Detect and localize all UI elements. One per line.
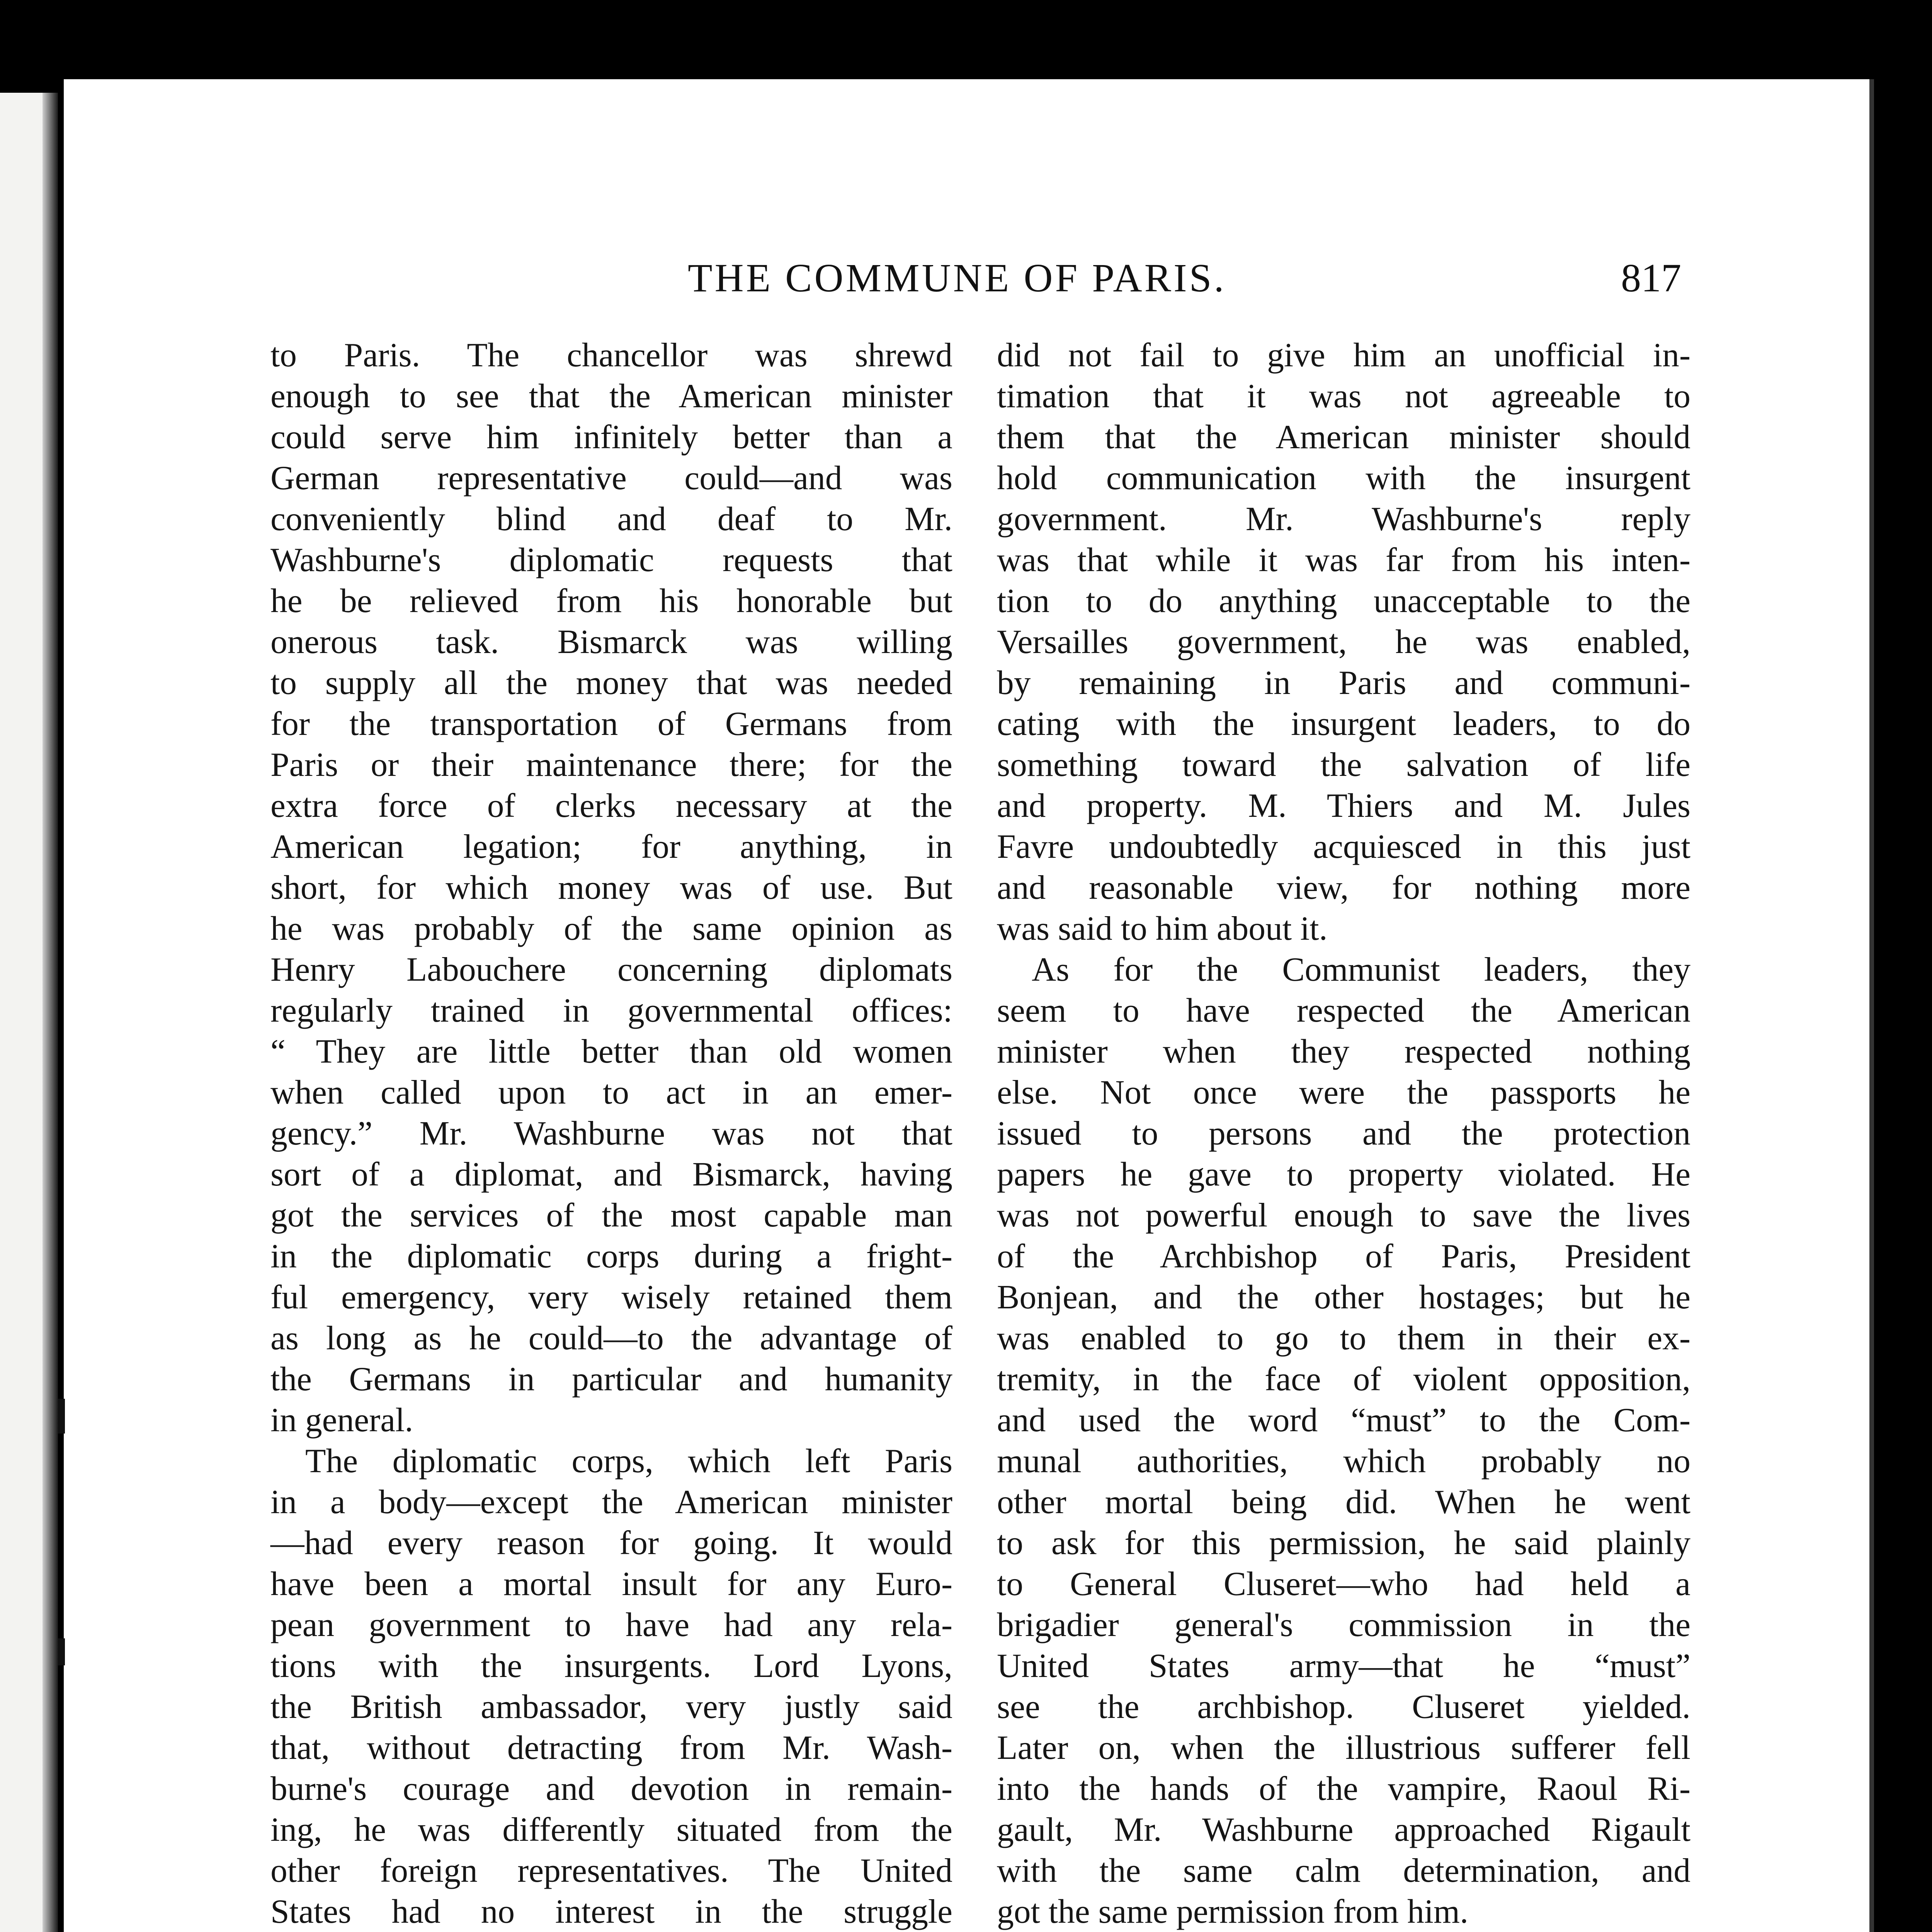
- text-line: gault, Mr. Washburne approached Rigault: [997, 1811, 1690, 1848]
- text-line: did not fail to give him an unofficial in-: [997, 336, 1690, 374]
- text-line: conveniently blind and deaf to Mr.: [270, 500, 952, 537]
- text-line: in general.: [270, 1401, 413, 1439]
- text-line: issued to persons and the protection: [997, 1114, 1690, 1152]
- text-line: Henry Labouchere concerning diplomats: [270, 951, 952, 988]
- text-line: into the hands of the vampire, Raoul Ri-: [997, 1770, 1690, 1807]
- page-edge-marks: [58, 1399, 65, 1932]
- text-line: was not powerful enough to save the lives: [997, 1196, 1690, 1234]
- text-line: in a body—except the American minister: [270, 1483, 952, 1520]
- text-line: —had every reason for going. It would: [270, 1524, 952, 1561]
- text-line: them that the American minister should: [997, 418, 1690, 456]
- text-line: other foreign representatives. The United: [270, 1852, 952, 1889]
- text-line: the British ambassador, very justly said: [270, 1688, 952, 1725]
- text-line: Washburne's diplomatic requests that: [270, 541, 952, 578]
- text-line: German representative could—and was: [270, 459, 952, 497]
- text-line: other mortal being did. When he went: [997, 1483, 1690, 1520]
- text-line: something toward the salvation of life: [997, 746, 1690, 783]
- text-line: munal authorities, which probably no: [997, 1442, 1690, 1480]
- text-line: was said to him about it.: [997, 910, 1328, 947]
- text-line: as long as he could—to the advantage of: [270, 1319, 952, 1357]
- text-line: in the diplomatic corps during a fright-: [270, 1237, 952, 1275]
- text-line: government. Mr. Washburne's reply: [997, 500, 1690, 537]
- text-line: ful emergency, very wisely retained them: [270, 1278, 952, 1316]
- text-line: hold communication with the insurgent: [997, 459, 1690, 497]
- text-line: pean government to have had any rela-: [270, 1606, 952, 1643]
- text-line: Favre undoubtedly acquiesced in this just: [997, 828, 1690, 865]
- text-line: gency.” Mr. Washburne was not that: [270, 1114, 952, 1152]
- text-line: regularly trained in governmental offices:: [270, 992, 952, 1029]
- text-line: ing, he was differently situated from the: [270, 1811, 952, 1848]
- text-line: was that while it was far from his inten-: [997, 541, 1690, 578]
- text-line: when called upon to act in an emer-: [270, 1073, 952, 1111]
- text-line: sort of a diplomat, and Bismarck, having: [270, 1155, 952, 1193]
- left-column: [270, 335, 952, 1932]
- text-line: could serve him infinitely better than a: [270, 418, 952, 456]
- page-gutter-shadow: [43, 93, 58, 1932]
- text-line: and used the word “must” to the Com-: [997, 1401, 1690, 1439]
- text-line: enough to see that the American minister: [270, 377, 952, 415]
- text-line: to supply all the money that was needed: [270, 664, 952, 701]
- text-line: papers he gave to property violated. He: [997, 1155, 1690, 1193]
- text-line: Paris or their maintenance there; for the: [270, 746, 952, 783]
- text-line: short, for which money was of use. But: [270, 869, 952, 906]
- text-line: else. Not once were the passports he: [997, 1073, 1690, 1111]
- text-line: and reasonable view, for nothing more: [997, 869, 1690, 906]
- text-line: of the Archbishop of Paris, President: [997, 1237, 1690, 1275]
- text-line: “ They are little better than old women: [270, 1032, 952, 1070]
- text-line: timation that it was not agreeable to: [997, 377, 1690, 415]
- text-line: Later on, when the illustrious sufferer fell: [997, 1729, 1690, 1766]
- text-line: Versailles government, he was enabled,: [997, 623, 1690, 660]
- text-line: for the transportation of Germans from: [270, 705, 952, 742]
- text-line: and property. M. Thiers and M. Jules: [997, 787, 1690, 824]
- text-line: got the services of the most capable man: [270, 1196, 952, 1234]
- text-line: tion to do anything unacceptable to the: [997, 582, 1690, 619]
- text-line: brigadier general's commission in the: [997, 1606, 1690, 1643]
- text-line: the Germans in particular and humanity: [270, 1360, 952, 1398]
- text-line: he was probably of the same opinion as: [270, 910, 952, 947]
- text-line: to General Cluseret—who had held a: [997, 1565, 1690, 1602]
- paragraph-start-line: The diplomatic corps, which left Paris: [305, 1442, 952, 1480]
- text-line: was enabled to go to them in their ex-: [997, 1319, 1690, 1357]
- text-line: have been a mortal insult for any Euro-: [270, 1565, 952, 1602]
- page-number: 817: [1621, 256, 1681, 300]
- text-line: seem to have respected the American: [997, 992, 1690, 1029]
- text-line: minister when they respected nothing: [997, 1032, 1690, 1070]
- text-line: see the archbishop. Cluseret yielded.: [997, 1688, 1690, 1725]
- text-line: burne's courage and devotion in remain-: [270, 1770, 952, 1807]
- text-line: onerous task. Bismarck was willing: [270, 623, 952, 660]
- text-line: with the same calm determination, and: [997, 1852, 1690, 1889]
- text-line: States had no interest in the struggle: [270, 1893, 952, 1930]
- text-line: he be relieved from his honorable but: [270, 582, 952, 619]
- text-line: that, without detracting from Mr. Wash-: [270, 1729, 952, 1766]
- paragraph-start-line: As for the Communist leaders, they: [1032, 951, 1690, 988]
- text-line: extra force of clerks necessary at the: [270, 787, 952, 824]
- text-line: tremity, in the face of violent opposition,: [997, 1360, 1690, 1398]
- text-line: American legation; for anything, in: [270, 828, 952, 865]
- text-line: cating with the insurgent leaders, to do: [997, 705, 1690, 742]
- text-line: by remaining in Paris and communi-: [997, 664, 1690, 701]
- text-line: tions with the insurgents. Lord Lyons,: [270, 1647, 952, 1684]
- text-line: to ask for this permission, he said plainly: [997, 1524, 1690, 1561]
- running-title: THE COMMUNE OF PARIS.: [688, 256, 1226, 300]
- text-line: to Paris. The chancellor was shrewd: [270, 336, 952, 374]
- right-column: [997, 335, 1690, 1932]
- text-line: United States army—that he “must”: [997, 1647, 1690, 1684]
- text-line: got the same permission from him.: [997, 1893, 1468, 1930]
- text-line: Bonjean, and the other hostages; but he: [997, 1278, 1690, 1316]
- adjacent-page-edge: [0, 93, 46, 1932]
